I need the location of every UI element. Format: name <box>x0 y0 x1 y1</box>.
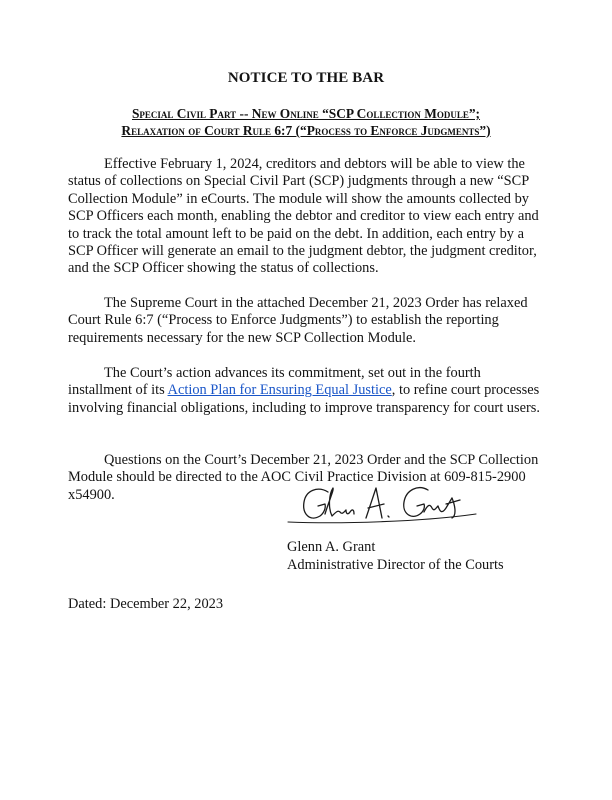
signatory-name: Glenn A. Grant <box>287 539 376 555</box>
paragraph-effective-date: Effective February 1, 2024, creditors and debtors will be able to view the status of collections on Special Civil Part (SCP) judgments through a new “SCP Collection Module” in eCourts. The module will show the amounts collected by SCP Officers each month, enabling the debtor and creditor to view each entry and to track the total amount left to be paid on the debt. In addition, each entry by a SCP Officer will generate an email to the judgment debtor, the judgment creditor, and the SCP Officer showing the status of collections. <box>68 156 539 277</box>
subtitle-line-1: Special Civil Part -- New Online “SCP Collection Module”; <box>131 106 481 121</box>
dated-line: Dated: December 22, 2023 <box>68 596 224 612</box>
paragraph-rule-relaxation: The Supreme Court in the attached December 21, 2023 Order has relaxed Court Rule 6:7 (“Process to Enforce Judgments”) to establish the reporting requirements necessary for the new SCP Collection Module. <box>68 295 528 346</box>
action-plan-text-after: , to refine court processes involving financial obligations, including to improve transparency for court users. <box>68 382 540 416</box>
handwritten-signature <box>280 478 480 540</box>
paragraph-action-plan <box>68 365 546 417</box>
notice-subtitle <box>60 105 552 139</box>
action-plan-text-before: The Court’s action advances its commitment, set out in the fourth installment of its <box>68 365 481 399</box>
action-plan-link[interactable]: Action Plan for Ensuring Equal Justice <box>167 382 392 399</box>
subtitle-line-2: Relaxation of Court Rule 6:7 (“Process to Enforce Judgments”) <box>121 123 491 138</box>
signatory-title: Administrative Director of the Courts <box>287 557 504 573</box>
notice-title: NOTICE TO THE BAR <box>227 70 385 86</box>
paragraph-questions-contact: Questions on the Court’s December 21, 2023 Order and the SCP Collection Module should be directed to the AOC Civil Practice Division at 609-815-2900 x54900. <box>68 452 539 503</box>
